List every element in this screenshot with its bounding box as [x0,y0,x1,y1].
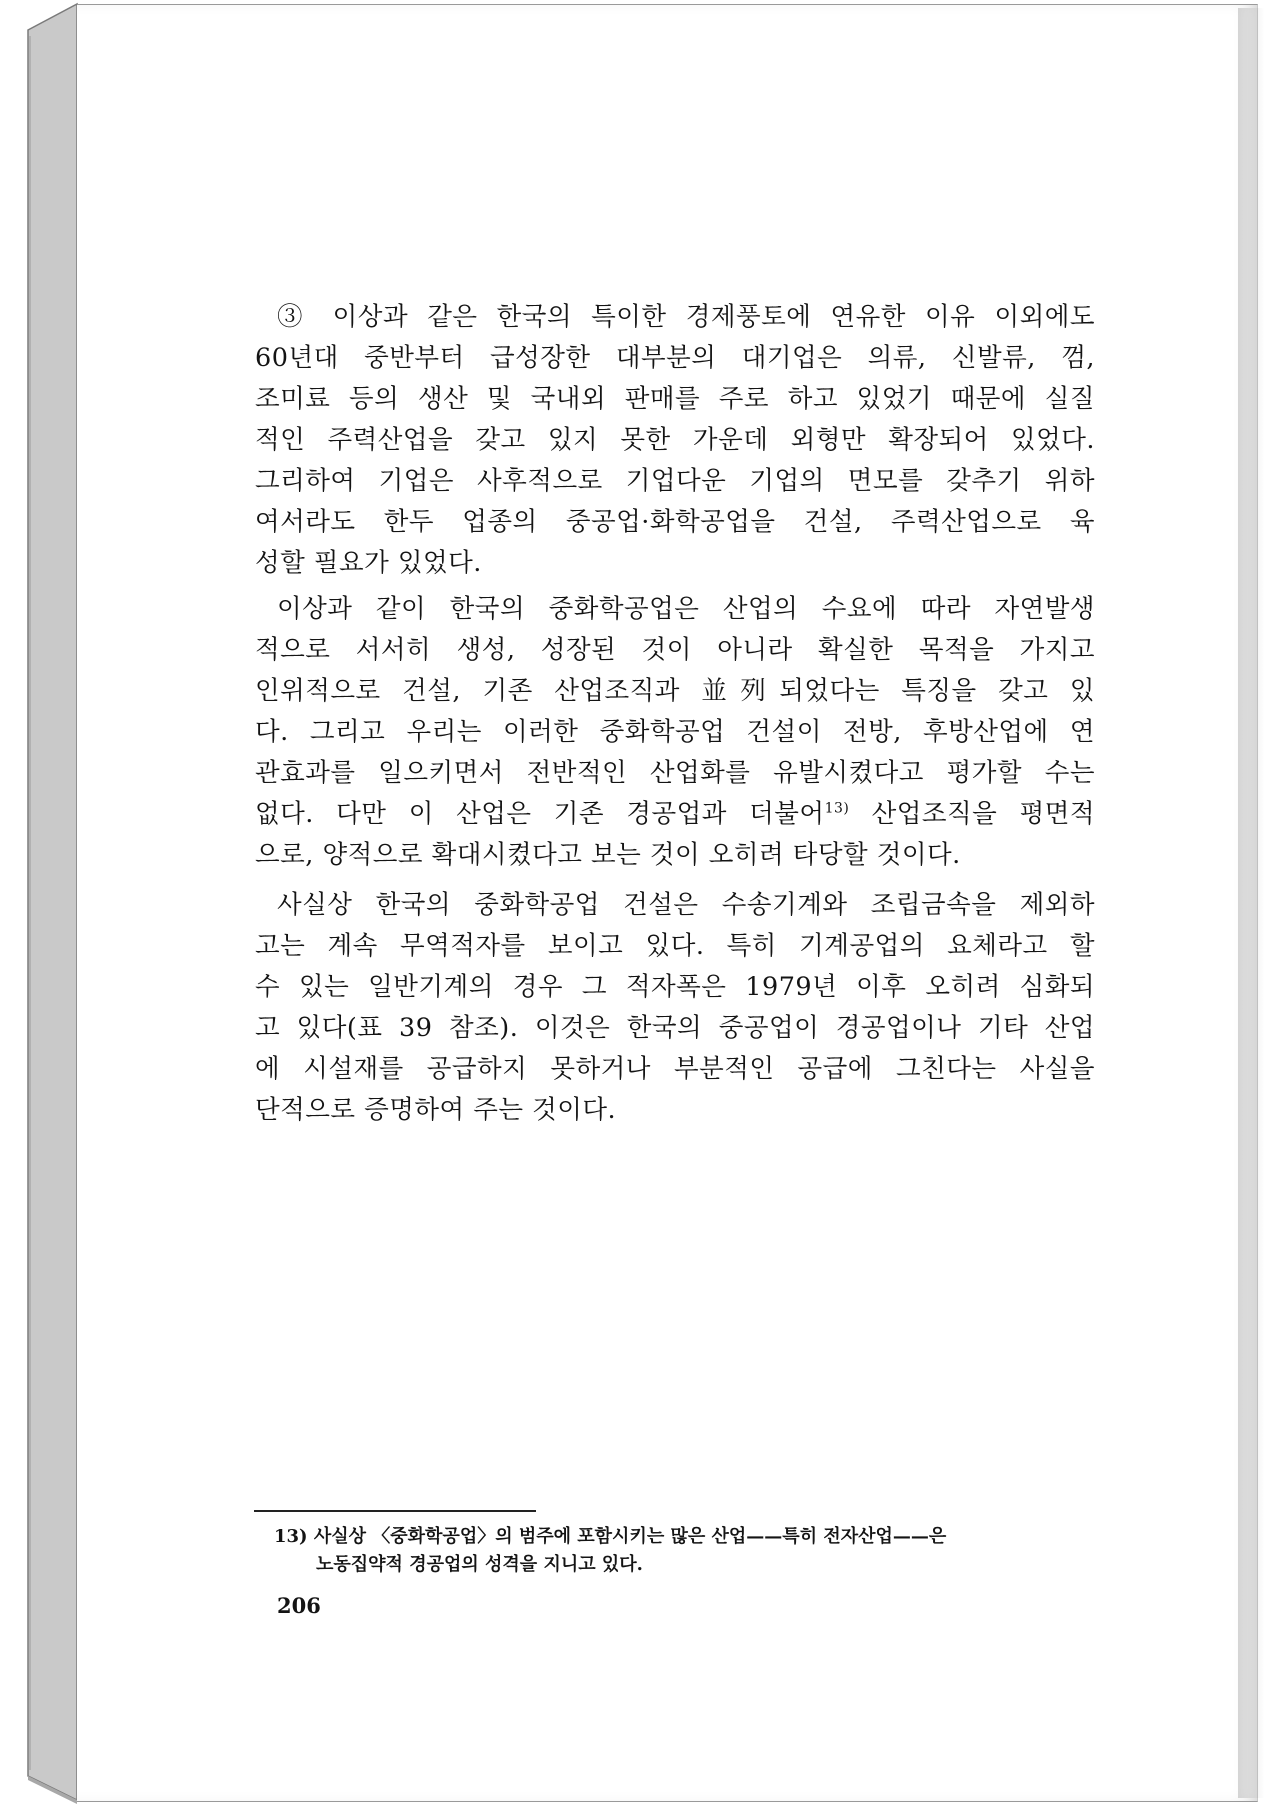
text-line: 적인 주력산업을 갖고 있지 못한 가운데 외형만 확장되어 있었다. [255,425,1095,455]
text-line: 이상과 같이 한국의 중화학공업은 산업의 수요에 따라 자연발생 [277,594,1095,624]
text-line: 고 있다(표 39 참조). 이것은 한국의 중공업이 경공업이나 기타 산업 [255,1013,1095,1043]
text-line: 사실상 한국의 중화학공업 건설은 수송기계와 조립금속을 제외하 [277,890,1095,920]
text-line: 인위적으로 건설, 기존 산업조직과 並列되었다는 특징을 갖고 있 [255,676,1095,706]
footnote-line: 13) 사실상 〈중화학공업〉의 범주에 포함시키는 많은 산업——특히 전자산업——은 [274,1526,947,1547]
text-line: 조미료 등의 생산 및 국내외 판매를 주로 하고 있었기 때문에 실질 [255,384,1095,414]
paragraph-3 [255,885,1095,1145]
text-segment: 없다. 다만 이 산업은 기존 경공업과 더불어 [255,799,825,829]
text-line: 에 시설재를 공급하지 못하거나 부분적인 공급에 그친다는 사실을 [255,1054,1095,1084]
text-line: 수 있는 일반기계의 경우 그 적자폭은 1979년 이후 오히려 심화되 [255,972,1095,1002]
text-line: ③ 이상과 같은 한국의 특이한 경제풍토에 연유한 이유 이외에도 [277,302,1095,332]
page-edge-shadow [1238,8,1264,1798]
text-line: 그리하여 기업은 사후적으로 기업다운 기업의 면모를 갖추기 위하 [255,466,1095,496]
text-line: 관효과를 일으키면서 전반적인 산업화를 유발시켰다고 평가할 수는 [255,758,1095,788]
footnote-reference[interactable]: 13) [824,800,850,817]
text-line: 성할 필요가 있었다. [255,548,482,578]
paragraph-1 [255,297,1095,587]
page-number: 206 [277,1593,321,1618]
text-line: 적으로 서서히 생성, 성장된 것이 아니라 확실한 목적을 가지고 [255,635,1095,665]
paragraph-2 [255,589,1095,889]
text-line-with-footnote-ref [255,794,1095,834]
text-line: 단적으로 증명하여 주는 것이다. [255,1095,617,1125]
footnote-line: 노동집약적 경공업의 성격을 지니고 있다. [316,1554,643,1575]
text-line: 고는 계속 무역적자를 보이고 있다. 특히 기계공업의 요체라고 할 [255,931,1095,961]
text-segment: 산업조직을 평면적 [849,799,1095,829]
text-line: 다. 그리고 우리는 이러한 중화학공업 건설이 전방, 후방산업에 연 [255,717,1095,747]
text-line: 으로, 양적으로 확대시켰다고 보는 것이 오히려 타당할 것이다. [255,840,961,870]
text-line: 여서라도 한두 업종의 중공업·화학공업을 건설, 주력산업으로 육 [255,507,1095,537]
text-line: 60년대 중반부터 급성장한 대부분의 대기업은 의류, 신발류, 껌, [255,343,1095,373]
footnote-divider [254,1510,536,1512]
